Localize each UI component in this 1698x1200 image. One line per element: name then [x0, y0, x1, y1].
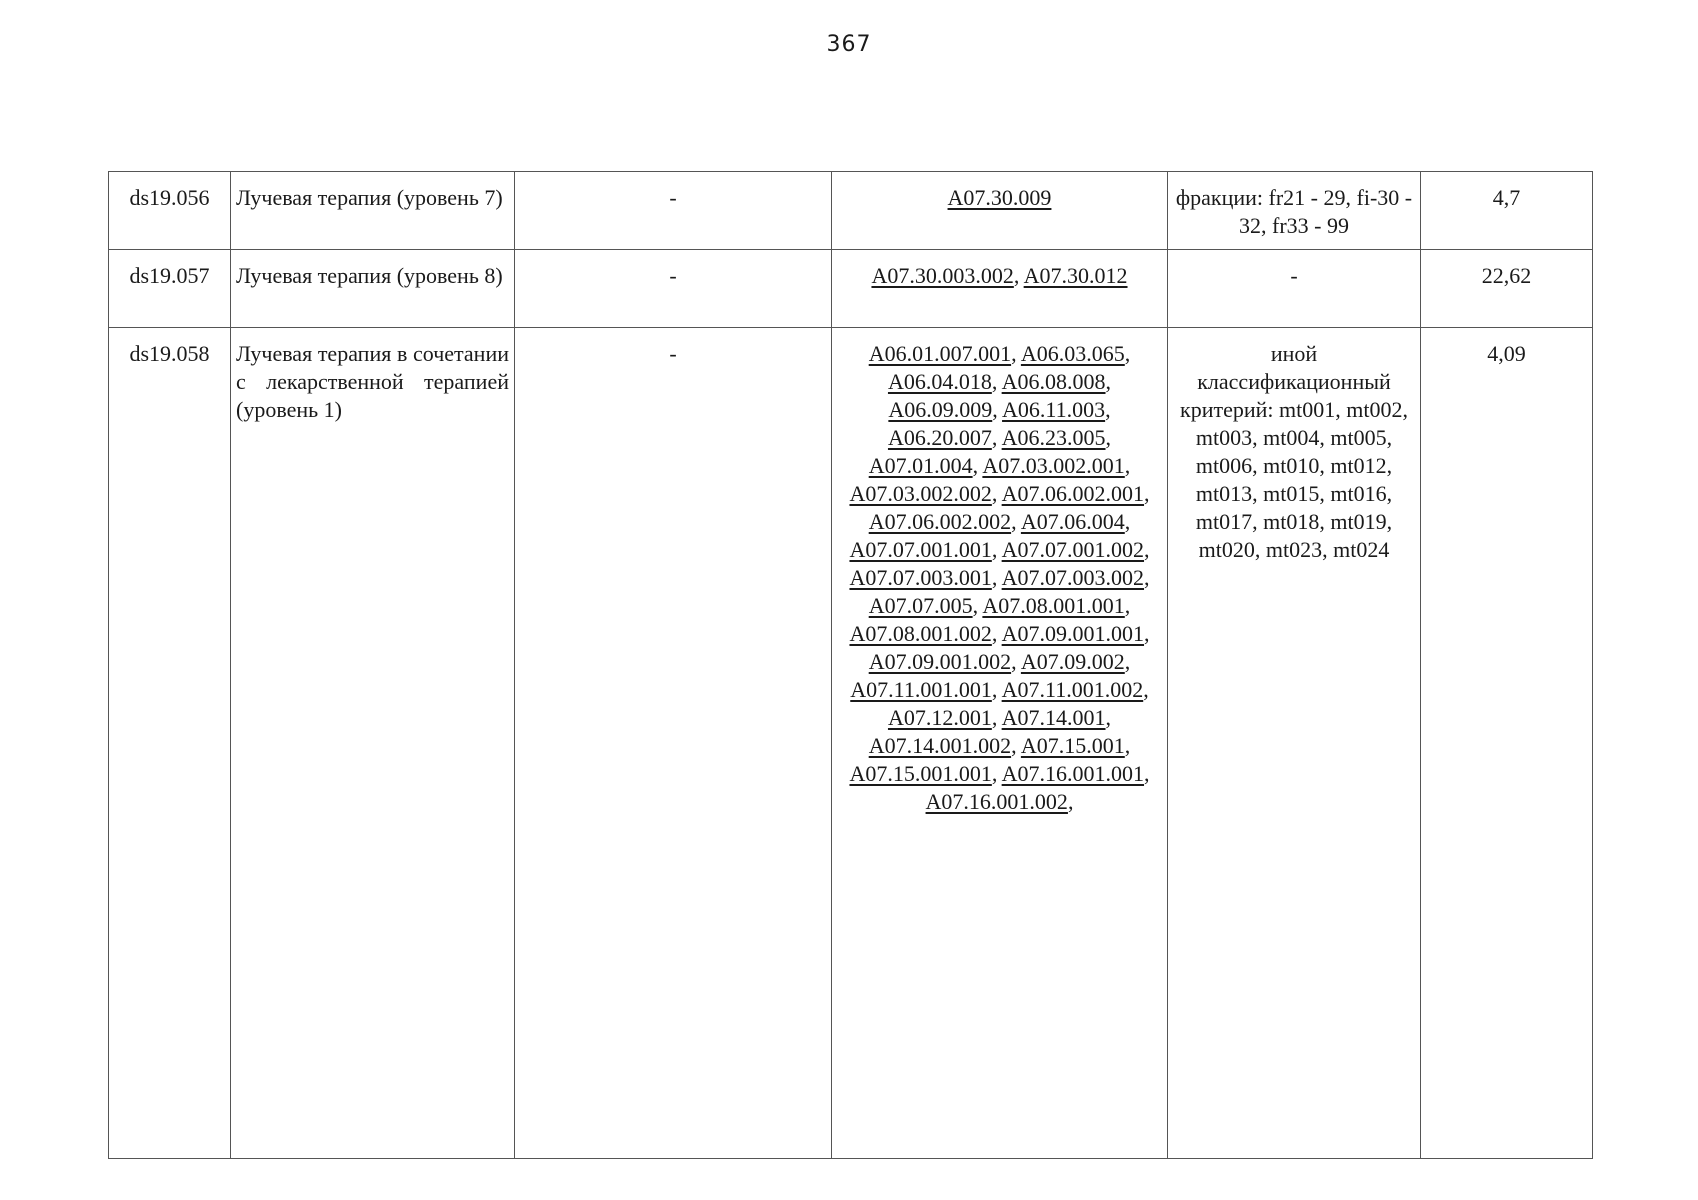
service-code-link[interactable]: A07.09.002	[1020, 649, 1125, 674]
service-code-link[interactable]: A07.01.004	[868, 453, 973, 478]
service-code-link[interactable]: A07.07.001.002	[1001, 537, 1145, 562]
service-code-link[interactable]: A07.16.001.001	[1001, 761, 1145, 786]
service-code-link[interactable]: A07.03.002.002	[849, 481, 992, 506]
service-code-link[interactable]: A07.11.001.002	[1001, 677, 1144, 702]
additional-criteria: иной классификационный критерий: mt001, mt002, mt003, mt004, mt005, mt006, mt010, mt012, mt013, mt015, mt016, mt017, mt018, mt019, mt020, mt023, mt024	[1168, 328, 1421, 1159]
group-name: Лучевая терапия (уровень 7)	[231, 172, 515, 250]
service-code-link[interactable]: A07.08.001.002	[849, 621, 992, 646]
service-code-link[interactable]: A06.04.018	[887, 369, 992, 394]
service-code-link[interactable]: A07.07.001.001	[849, 537, 992, 562]
table-row	[109, 328, 1593, 1159]
service-code-link[interactable]: A07.03.002.001	[982, 453, 1125, 478]
service-code-link[interactable]: A07.06.002.002	[868, 509, 1012, 534]
service-code-link[interactable]: A07.16.001.002	[925, 789, 1068, 814]
service-code-link[interactable]: A07.14.001	[1001, 705, 1106, 730]
page-number: 367	[826, 32, 872, 57]
group-code: ds19.056	[109, 172, 231, 250]
additional-criteria: фракции: fr21 - 29, fi-30 - 32, fr33 - 99	[1168, 172, 1421, 250]
table-row	[109, 250, 1593, 328]
service-code-link[interactable]: A07.14.001.002	[868, 733, 1012, 758]
service-code-link[interactable]: A07.30.012	[1023, 263, 1128, 288]
group-name: Лучевая терапия в сочетании с лекарственной терапией (уровень 1)	[231, 328, 515, 1159]
table-row	[109, 172, 1593, 250]
diagnosis-codes: -	[515, 172, 832, 250]
service-code-link[interactable]: A07.07.003.001	[849, 565, 992, 590]
service-code-link[interactable]: A06.03.065	[1020, 341, 1125, 366]
service-code-link[interactable]: A06.09.009	[888, 397, 993, 422]
group-code: ds19.058	[109, 328, 231, 1159]
service-code-link[interactable]: A06.11.003	[1002, 397, 1106, 422]
service-code-link[interactable]: A07.06.002.001	[1001, 481, 1145, 506]
group-name: Лучевая терапия (уровень 8)	[231, 250, 515, 328]
diagnosis-codes: -	[515, 328, 832, 1159]
cost-coefficient: 4,7	[1421, 172, 1593, 250]
service-code-link[interactable]: A07.30.009	[947, 185, 1052, 210]
service-code-link[interactable]: A07.15.001.001	[849, 761, 992, 786]
service-codes	[832, 172, 1168, 250]
additional-criteria: -	[1168, 250, 1421, 328]
tariff-table	[108, 171, 1593, 1159]
service-code-link[interactable]: A07.30.003.002	[871, 263, 1014, 288]
service-code-link[interactable]: A07.15.001	[1020, 733, 1125, 758]
group-code: ds19.057	[109, 250, 231, 328]
service-code-link[interactable]: A07.09.001.001	[1001, 621, 1145, 646]
service-code-link[interactable]: A07.06.004	[1020, 509, 1125, 534]
service-code-link[interactable]: A07.12.001	[887, 705, 992, 730]
diagnosis-codes: -	[515, 250, 832, 328]
service-code-link[interactable]: A07.09.001.002	[868, 649, 1012, 674]
service-codes: A07.30.003.002, A07.30.012	[832, 250, 1168, 328]
service-code-link[interactable]: A07.07.005	[868, 593, 973, 618]
service-code-link[interactable]: A06.01.007.001	[868, 341, 1012, 366]
service-code-link[interactable]: A07.08.001.001	[982, 593, 1125, 618]
service-code-link[interactable]: A06.20.007	[887, 425, 992, 450]
service-code-link[interactable]: A06.08.008	[1001, 369, 1106, 394]
service-code-link[interactable]: A06.23.005	[1001, 425, 1106, 450]
cost-coefficient: 22,62	[1421, 250, 1593, 328]
service-code-link[interactable]: A07.07.003.002	[1001, 565, 1145, 590]
service-code-link[interactable]: A07.11.001.001	[850, 677, 992, 702]
cost-coefficient: 4,09	[1421, 328, 1593, 1159]
service-codes: A06.01.007.001, A06.03.065, A06.04.018, A06.08.008, A06.09.009, A06.11.003, A06.20.007, A06.23.005, A07.01.004, A07.03.002.001, A07.03.002.002, A07.06.002.001, A07.06.002.002, A07.06.004, A07.07.001.001, A07.07.001.002, A07.07.003.001, A07.07.003.002, A07.07.005, A07.08.001.001, A07.08.001.002, A07.09.001.001, A07.09.001.002, A07.09.002, A07.11.001.001, A07.11.001.002, A07.12.001, A07.14.001, A07.14.001.002, A07.15.001, A07.15.001.001, A07.16.001.001, A07.16.001.002,	[832, 328, 1168, 1159]
